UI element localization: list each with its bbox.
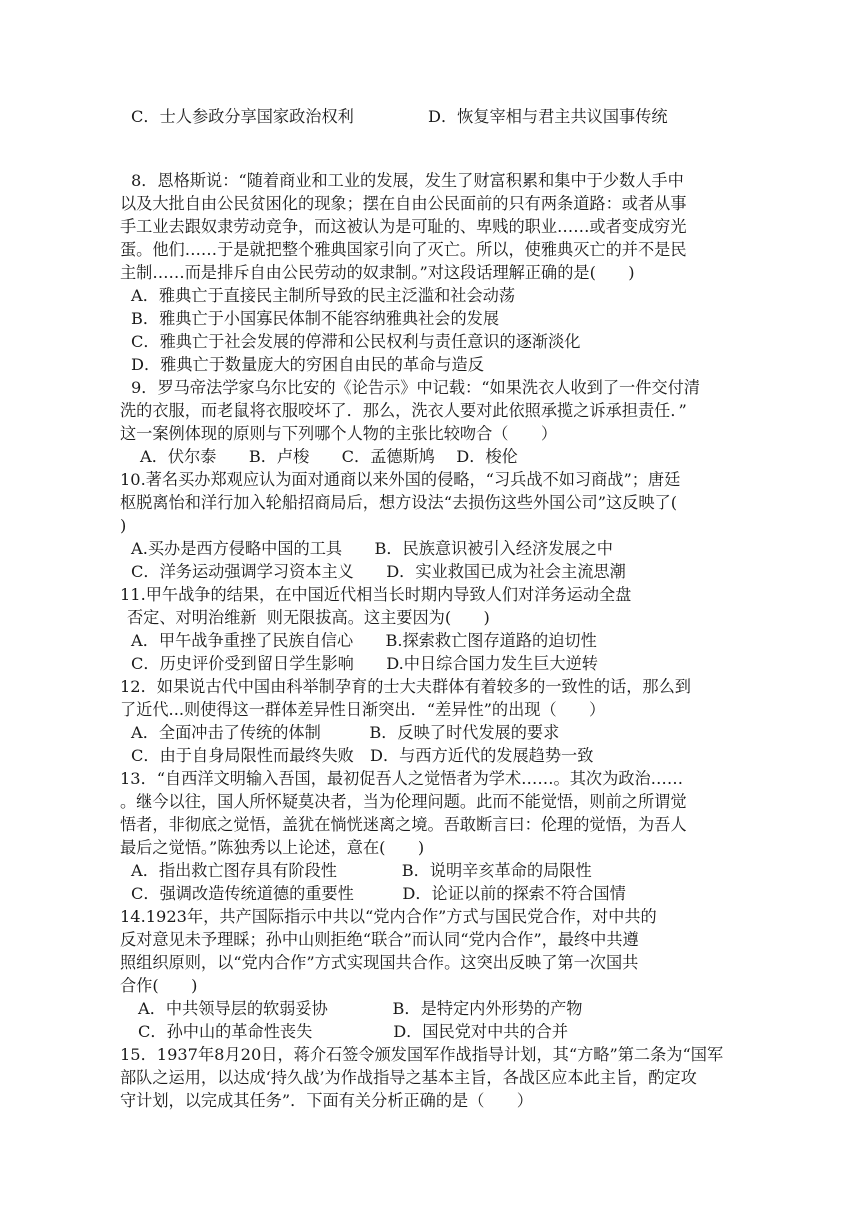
q10-option-row: C．洋务运动强调学习资本主义 D．实业救国已成为社会主流思潮 — [131, 562, 626, 581]
q14-stem-line: 反对意见未予理睬；孙中山则拒绝“联合”而认同“党内合作”，最终中共遵 — [120, 930, 639, 949]
q8-option-d: D．雅典亡于数量庞大的穷困自由民的革命与造反 — [131, 355, 484, 374]
q14-stem-line: 照组织原则，以“党内合作”方式实现国共合作。这突出反映了第一次国共 — [120, 953, 639, 972]
q9-stem-line: 洗的衣服，而老鼠将衣服咬坏了．那么，洗衣人要对此依照承揽之诉承担责任．” — [120, 401, 687, 420]
q15-stem-line: 15．1937年8月20日，蒋介石签令颁发国军作战指导计划，其“方略”第二条为“国军 — [120, 1045, 724, 1064]
q9-stem-line: 9．罗马帝法学家乌尔比安的《论告示》中记载：“如果洗衣人收到了一件交付清 — [131, 378, 700, 397]
q14-option-row: A．中共领导层的软弱妥协 B．是特定内外形势的产物 — [138, 999, 583, 1018]
q12-option-row: C．由于自身局限性而最终失败 D．与西方近代的发展趋势一致 — [131, 746, 594, 765]
q15-stem-line: 部队之运用，以达成‘持久战’为作战指导之基本主旨，各战区应本此主旨，酌定攻 — [120, 1068, 697, 1087]
q10-option-row: A.买办是西方侵略中国的工具 B．民族意识被引入经济发展之中 — [131, 539, 613, 558]
q13-option-row: A．指出救亡图存具有阶段性 B．说明辛亥革命的局限性 — [131, 861, 592, 880]
q15-stem-line: 守计划，以完成其任务”．下面有关分析正确的是（ ） — [120, 1091, 533, 1110]
q8-option-a: A．雅典亡于直接民主制所导致的民主泛滥和社会动荡 — [131, 286, 516, 305]
q12-option-row: A．全面冲击了传统的体制 B．反映了时代发展的要求 — [131, 723, 560, 742]
q13-stem-line: 悟者，非彻底之觉悟，盖犹在惝恍迷离之境。吾敢断言曰：伦理的觉悟，为吾人 — [120, 815, 687, 834]
q8-option-c: C．雅典亡于社会发展的停滞和公民权利与责任意识的逐渐淡化 — [131, 332, 581, 351]
q8-stem-line: 主制……而是排斥自由公民劳动的奴隶制。”对这段话理解正确的是( ) — [120, 263, 635, 282]
q11-option-row: C．历史评价受到留日学生影响 D.中日综合国力发生巨大逆转 — [131, 654, 598, 673]
q9-options: A．伏尔泰 B．卢梭 C．孟德斯鸠 D．梭伦 — [140, 447, 518, 466]
q10-stem-line: 10.著名买办郑观应认为面对通商以来外国的侵略，“习兵战不如习商战”；唐廷 — [120, 470, 681, 489]
q9-stem-line: 这一案例体现的原则与下列哪个人物的主张比较吻合（ ） — [120, 424, 558, 443]
q14-stem-line: 14.1923年，共产国际指示中共以“党内合作”方式与国民党合作，对中共的 — [120, 907, 657, 926]
q14-stem-line: 合作( ) — [120, 976, 198, 995]
q12-stem-line: 了近代...则使得这一群体差异性日渐突出．“差异性”的出现（ ） — [120, 700, 606, 719]
q8-stem-line: 以及大批自由公民贫困化的现象；摆在自由公民面前的只有两条道路：或者从事 — [120, 194, 687, 213]
q13-option-row: C．强调改造传统道德的重要性 D．论证以前的探索不符合国情 — [131, 884, 626, 903]
q13-stem-line: 最后之觉悟。”陈独秀以上论述，意在( ) — [120, 838, 425, 857]
q10-stem-line: 枢脱离怡和洋行加入轮船招商局后，想方设法“去损伤这些外国公司”这反映了( — [120, 493, 678, 512]
q8-stem-line: 手工业去跟奴隶劳动竞争，而这被认为是可耻的、卑贱的职业……或者变成穷光 — [120, 217, 687, 236]
q12-stem-line: 12．如果说古代中国由科举制孕育的士大夫群体有着较多的一致性的话，那么到 — [120, 677, 691, 696]
q8-stem-line: 蛋。他们……于是就把整个雅典国家引向了灭亡。所以，使雅典灭亡的并不是民 — [120, 240, 687, 259]
q14-option-row: C．孙中山的革命性丧失 D．国民党对中共的合并 — [138, 1022, 569, 1041]
q13-stem-line: 13．“自西洋文明输入吾国，最初促吾人之觉悟者为学术……。其次为政治…… — [120, 769, 684, 788]
q8-option-b: B．雅典亡于小国寡民体制不能容纳雅典社会的发展 — [131, 309, 500, 328]
q13-stem-line: 。继今以往，国人所怀疑莫决者，当为伦理问题。此而不能觉悟，则前之所谓觉 — [120, 792, 687, 811]
q11-stem-line: 否定、对明治维新 则无限拔高。这主要因为( ) — [127, 608, 490, 627]
q10-stem-line: ) — [120, 516, 127, 535]
q7-option-d: D．恢复宰相与君主共议国事传统 — [428, 107, 668, 126]
q7-option-c: C．士人参政分享国家政治权利 — [131, 107, 354, 126]
q11-stem-line: 11.甲午战争的结果，在中国近代相当长时期内导致人们对洋务运动全盘 — [120, 585, 632, 604]
q8-stem-line: 8．恩格斯说：“随着商业和工业的发展，发生了财富积累和集中于少数人手中 — [131, 171, 684, 190]
q11-option-row: A．甲午战争重挫了民族自信心 B.探索救亡图存道路的迫切性 — [131, 631, 597, 650]
